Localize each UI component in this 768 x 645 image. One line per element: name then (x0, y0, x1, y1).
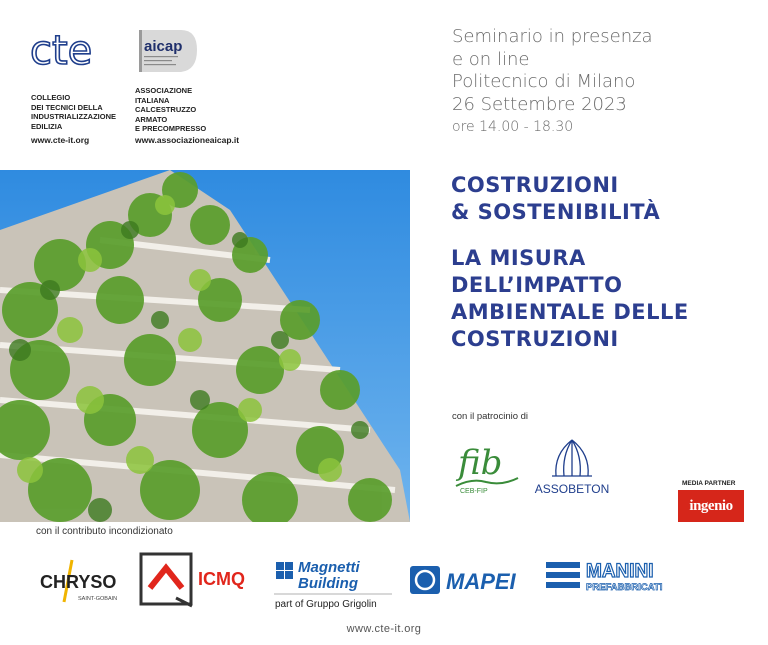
cte-url-link[interactable]: www.cte-it.org (31, 135, 90, 145)
manini-logo-subtext: PREFABBRICATI (586, 582, 663, 593)
title-line: LA MISURA (451, 246, 586, 270)
title-line: COSTRUZIONI (451, 327, 619, 351)
aicap-logo-text: aicap (144, 38, 183, 55)
aicap-url-link[interactable]: www.associazioneaicap.it (135, 135, 240, 145)
cte-caption-line: INDUSTRIALIZZAZIONE (31, 112, 116, 121)
title-line: AMBIENTALE DELLE (451, 300, 689, 324)
title-line: COSTRUZIONI (451, 173, 619, 197)
magnetti-logo-text-2: Building (298, 575, 358, 592)
aicap-caption-line: ARMATO (135, 114, 168, 124)
icmq-logo-text: ICMQ (198, 569, 245, 589)
cte-caption-line: EDILIZIA (31, 121, 63, 131)
cte-logo (30, 30, 102, 72)
aicap-caption-line: ITALIANA (135, 95, 170, 105)
fib-logo (452, 438, 524, 496)
icmq-logo (138, 550, 260, 608)
event-info (452, 26, 653, 138)
cte-caption-line: DEI TECNICI DELLA (31, 102, 103, 112)
manini-logo (544, 556, 692, 598)
event-date: 26 Settembre 2023 (452, 93, 627, 115)
aicap-caption (135, 86, 206, 134)
event-time: ore 14.00 - 18.30 (452, 119, 574, 135)
vertical-forest-photo (0, 170, 410, 522)
event-mode: e on line (452, 48, 530, 70)
magnetti-logo-text-1: Magnetti (298, 559, 360, 576)
title-block-2 (451, 245, 689, 353)
cte-caption-line: COLLEGIO (31, 93, 71, 102)
magnetti-building-logo (272, 552, 396, 614)
title-line: DELL’IMPATTO (451, 273, 623, 297)
event-venue: Politecnico di Milano (452, 71, 636, 92)
sponsors-label: con il contributo incondizionato (36, 526, 173, 537)
chryso-logo-subtext: SAINT-GOBAIN (78, 596, 118, 602)
assobeton-name: ASSOBETON (534, 482, 610, 496)
event-type: Seminario in presenza (452, 26, 653, 47)
patrocinio-label: con il patrocinio di (452, 411, 529, 422)
title-block-1 (451, 172, 660, 226)
magnetti-logo-subtext: part of Gruppo Grigolin (275, 599, 377, 610)
aicap-caption-line: E PRECOMPRESSO (135, 124, 207, 133)
aicap-caption-line: ASSOCIAZIONE (135, 86, 193, 95)
title-line: & SOSTENIBILITÀ (451, 200, 661, 224)
cte-caption (31, 93, 116, 131)
fib-logo-subtext: CEB-FIP (460, 488, 488, 495)
chryso-logo (38, 558, 126, 606)
fib-logo-text: fib (458, 443, 503, 483)
manini-logo-text: MANINI (586, 561, 654, 582)
ingenio-logo: ingenio (678, 490, 744, 522)
footer-url-link[interactable]: www.cte-it.org (346, 623, 422, 635)
aicap-logo (135, 28, 201, 74)
aicap-caption-line: CALCESTRUZZO (135, 105, 197, 114)
cte-logo-text: cte (30, 30, 93, 72)
mapei-logo (408, 562, 536, 598)
mapei-logo-text: MAPEI (446, 569, 516, 594)
chryso-logo-text: CHRYSO (40, 572, 117, 592)
media-partner-label: MEDIA PARTNER (682, 480, 736, 487)
